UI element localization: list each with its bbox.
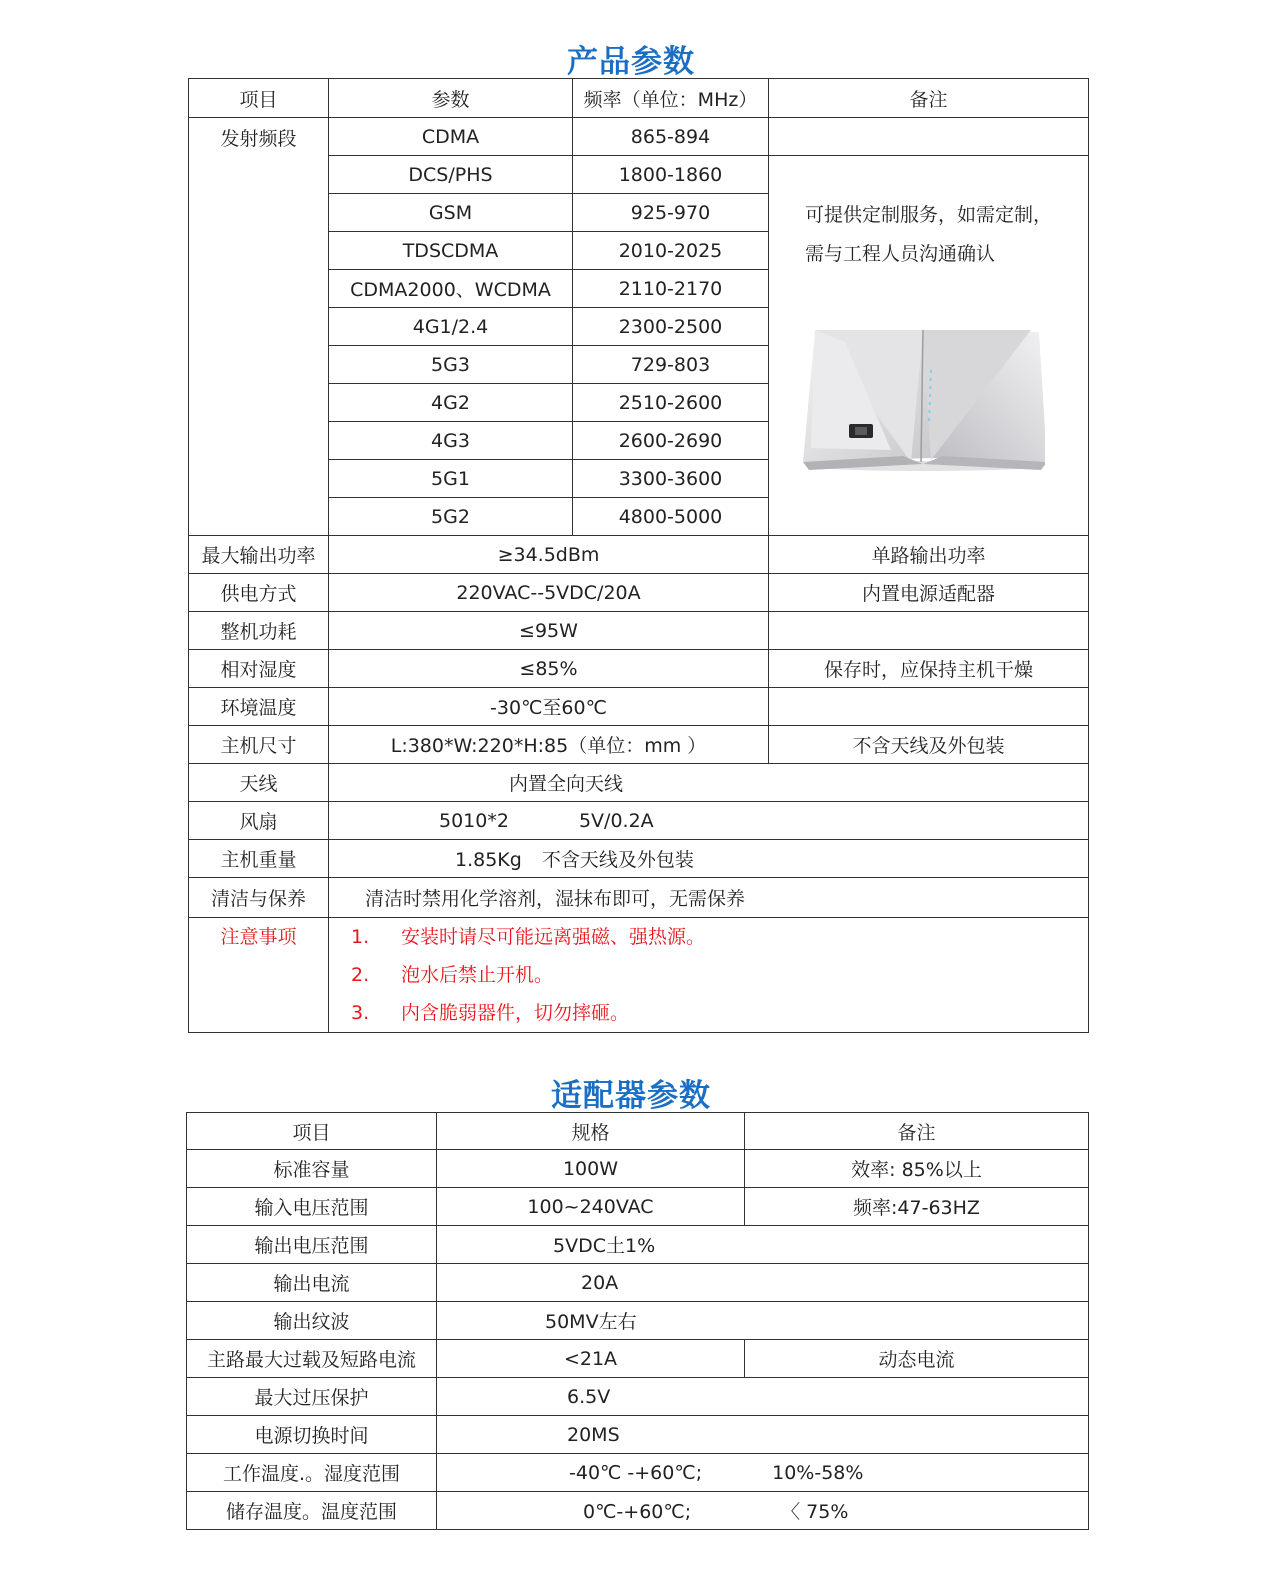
store-temp-range: 0℃-+60℃; bbox=[583, 1501, 692, 1523]
store-humidity-range: 〈 75% bbox=[781, 1501, 849, 1523]
adapter-item: 输入电压范围 bbox=[187, 1188, 437, 1226]
product-spec-table bbox=[188, 78, 1089, 1033]
table-row bbox=[189, 726, 1089, 764]
band-freq: 2300-2500 bbox=[573, 308, 769, 346]
cleaning-item: 清洁与保养 bbox=[189, 878, 329, 918]
band-param: 4G2 bbox=[329, 384, 573, 422]
adapter-value: 6.5V bbox=[437, 1378, 1089, 1416]
table-header-row bbox=[187, 1113, 1089, 1150]
spec-item: 环境温度 bbox=[189, 688, 329, 726]
adapter-item: 输出电流 bbox=[187, 1264, 437, 1302]
band-param: CDMA bbox=[329, 118, 573, 156]
table-row bbox=[189, 802, 1089, 840]
band-freq: 2110-2170 bbox=[573, 270, 769, 308]
adapter-note: 频率:47-63HZ bbox=[745, 1188, 1089, 1226]
weight-number: 1.85Kg bbox=[455, 849, 522, 871]
band-note-line1: 可提供定制服务，如需定制， bbox=[805, 204, 1053, 226]
header-spec: 规格 bbox=[437, 1113, 745, 1150]
spec-note: 单路输出功率 bbox=[769, 536, 1089, 574]
adapter-value: 20A bbox=[437, 1264, 1089, 1302]
spec-value: ≤85% bbox=[329, 650, 769, 688]
work-temp-range: -40℃ -+60℃; bbox=[569, 1461, 703, 1484]
adapter-value: <21A bbox=[437, 1340, 745, 1378]
band-note-line2: 需与工程人员沟通确认 bbox=[805, 243, 996, 265]
table-row bbox=[187, 1416, 1089, 1454]
header-param: 参数 bbox=[329, 79, 573, 118]
adapter-item: 标准容量 bbox=[187, 1150, 437, 1188]
table-row bbox=[187, 1226, 1089, 1264]
adapter-spec-table bbox=[186, 1112, 1089, 1530]
table-row bbox=[189, 118, 1089, 156]
fan-item: 风扇 bbox=[189, 802, 329, 840]
adapter-title: 适配器参数 bbox=[551, 1078, 711, 1114]
table-row bbox=[187, 1492, 1089, 1530]
spec-value: ≤95W bbox=[329, 612, 769, 650]
table-row bbox=[187, 1454, 1089, 1492]
band-freq: 1800-1860 bbox=[573, 156, 769, 194]
table-row bbox=[187, 1302, 1089, 1340]
band-param: 5G2 bbox=[329, 498, 573, 536]
band-note-empty bbox=[769, 118, 1089, 156]
band-freq: 4800-5000 bbox=[573, 498, 769, 536]
band-param: GSM bbox=[329, 194, 573, 232]
band-param: CDMA2000、WCDMA bbox=[329, 270, 573, 308]
table-row bbox=[189, 536, 1089, 574]
table-row bbox=[189, 612, 1089, 650]
table-row bbox=[187, 1340, 1089, 1378]
band-param: 5G3 bbox=[329, 346, 573, 384]
weight-note: 不含天线及外包装 bbox=[541, 849, 694, 871]
adapter-item: 输出电压范围 bbox=[187, 1226, 437, 1264]
spec-note: 保存时，应保持主机干燥 bbox=[769, 650, 1089, 688]
table-row bbox=[187, 1264, 1089, 1302]
band-freq: 2010-2025 bbox=[573, 232, 769, 270]
spec-item: 供电方式 bbox=[189, 574, 329, 612]
table-row bbox=[189, 878, 1089, 918]
table-row bbox=[187, 1150, 1089, 1188]
band-note bbox=[769, 156, 1089, 536]
weight-value bbox=[329, 840, 1089, 878]
adapter-value: 5VDC土1% bbox=[437, 1226, 1089, 1264]
header-note: 备注 bbox=[745, 1113, 1089, 1150]
work-humidity-range: 10%-58% bbox=[772, 1461, 864, 1484]
notice-line: 1. 安装时请尽可能远离强磁、强热源。 bbox=[351, 926, 706, 948]
antenna-value: 内置全向天线 bbox=[329, 764, 1089, 802]
band-param: 4G1/2.4 bbox=[329, 308, 573, 346]
band-freq: 3300-3600 bbox=[573, 460, 769, 498]
cleaning-value: 清洁时禁用化学溶剂，湿抹布即可，无需保养 bbox=[329, 878, 1089, 918]
spec-item: 整机功耗 bbox=[189, 612, 329, 650]
antenna-item: 天线 bbox=[189, 764, 329, 802]
band-freq: 865-894 bbox=[573, 118, 769, 156]
product-title: 产品参数 bbox=[567, 44, 695, 80]
adapter-note: 动态电流 bbox=[745, 1340, 1089, 1378]
notice-line: 2. 泡水后禁止开机。 bbox=[351, 964, 554, 986]
spec-value: L:380*W:220*H:85（单位：mm ） bbox=[329, 726, 769, 764]
band-freq: 729-803 bbox=[573, 346, 769, 384]
fan-power: 5V/0.2A bbox=[578, 809, 654, 832]
header-item: 项目 bbox=[189, 79, 329, 118]
spec-item: 相对湿度 bbox=[189, 650, 329, 688]
table-header-row bbox=[189, 79, 1089, 118]
adapter-item: 电源切换时间 bbox=[187, 1416, 437, 1454]
fan-size: 5010*2 bbox=[439, 809, 509, 832]
band-param: 4G3 bbox=[329, 422, 573, 460]
adapter-value bbox=[437, 1454, 1089, 1492]
table-row bbox=[189, 764, 1089, 802]
adapter-value bbox=[437, 1492, 1089, 1530]
spec-item: 主机尺寸 bbox=[189, 726, 329, 764]
table-row bbox=[189, 574, 1089, 612]
band-freq: 2600-2690 bbox=[573, 422, 769, 460]
weight-item: 主机重量 bbox=[189, 840, 329, 878]
notice-line: 3. 内含脆弱器件，切勿摔砸。 bbox=[351, 1002, 630, 1024]
adapter-value: 100W bbox=[437, 1150, 745, 1188]
adapter-value: 20MS bbox=[437, 1416, 1089, 1454]
spec-value: -30℃至60℃ bbox=[329, 688, 769, 726]
band-param: TDSCDMA bbox=[329, 232, 573, 270]
spec-note bbox=[769, 688, 1089, 726]
adapter-item: 输出纹波 bbox=[187, 1302, 437, 1340]
band-freq: 925-970 bbox=[573, 194, 769, 232]
adapter-value: 100~240VAC bbox=[437, 1188, 745, 1226]
adapter-item: 最大过压保护 bbox=[187, 1378, 437, 1416]
band-label: 发射频段 bbox=[189, 118, 329, 536]
table-row bbox=[189, 840, 1089, 878]
product-image bbox=[799, 330, 1045, 472]
notice-list bbox=[329, 918, 1089, 1033]
notice-item: 注意事项 bbox=[189, 918, 329, 1033]
spec-value: ≥34.5dBm bbox=[329, 536, 769, 574]
adapter-item: 储存温度。温度范围 bbox=[187, 1492, 437, 1530]
adapter-note: 效率: 85%以上 bbox=[745, 1150, 1089, 1188]
spec-note bbox=[769, 612, 1089, 650]
table-row bbox=[189, 688, 1089, 726]
header-item: 项目 bbox=[187, 1113, 437, 1150]
band-param: DCS/PHS bbox=[329, 156, 573, 194]
header-freq: 频率（单位：MHz） bbox=[573, 79, 769, 118]
adapter-value: 50MV左右 bbox=[437, 1302, 1089, 1340]
table-row bbox=[189, 650, 1089, 688]
adapter-item: 主路最大过载及短路电流 bbox=[187, 1340, 437, 1378]
fan-value bbox=[329, 802, 1089, 840]
band-freq: 2510-2600 bbox=[573, 384, 769, 422]
adapter-item: 工作温度.。湿度范围 bbox=[187, 1454, 437, 1492]
band-param: 5G1 bbox=[329, 460, 573, 498]
table-row bbox=[187, 1378, 1089, 1416]
spec-item: 最大输出功率 bbox=[189, 536, 329, 574]
header-note: 备注 bbox=[769, 79, 1089, 118]
table-row bbox=[187, 1188, 1089, 1226]
table-row bbox=[189, 918, 1089, 1033]
spec-note: 内置电源适配器 bbox=[769, 574, 1089, 612]
spec-note: 不含天线及外包装 bbox=[769, 726, 1089, 764]
spec-value: 220VAC--5VDC/20A bbox=[329, 574, 769, 612]
